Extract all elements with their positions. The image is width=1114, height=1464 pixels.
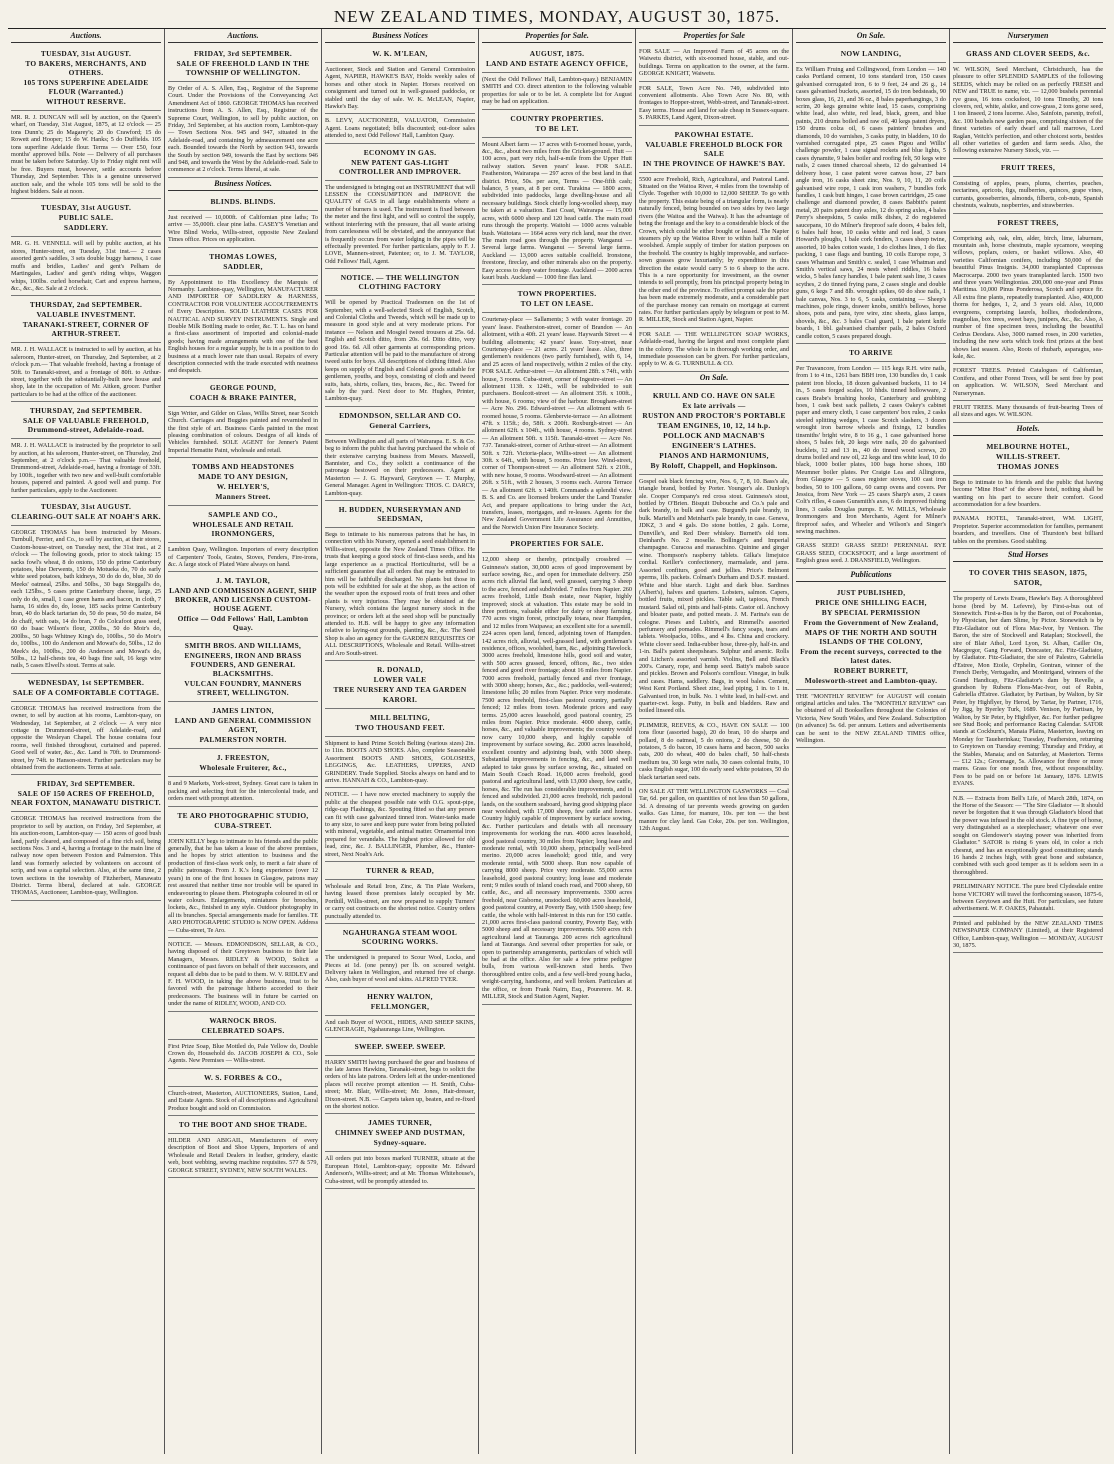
advertisement [482,314,632,535]
advertisement [639,329,789,372]
advertisement [168,1013,318,1040]
ad-heading: JUST PUBLISHED, [836,587,906,597]
ad-body: And cash Buyer of WOOL, HIDES, AND SHEEP SKINS, GLENCRAGIE, Ngahauranga Line, Wellington. [325,1018,475,1034]
advertisement [11,703,161,776]
ad-body: HARRY SMITH having purchased the gear and business of the late James Hawkins, Taranaki-street, begs to solicit the orders of his late patrons. Orders left at the under-mentioned places will receive prompt attention — H. Smith, Cuba-street; Mr. Blair, Willis-street; Mr. Jones, Hair-dresser, Dixon-street. N.B. — Carpets taken up, beaten, and re-fixed on the shortest notice. [325,1058,475,1110]
advertisement [168,1070,318,1087]
ad-heading: BLINDS. BLINDS. [210,196,276,206]
ad-heading: PIANOS AND HARMONIUMS, [659,450,769,460]
section-heading: On Sale. [796,31,946,43]
column-6 [793,29,950,1454]
advertisement [168,83,318,178]
ad-body: Between Wellington and all parts of Wairarapa. E. S. & Co. beg to inform the public that having purchased the whole of their extensive carrying business from Messrs. Maxwell, Bannister, and Co., they solicit a continuance of the patronage bestowed on their predecessors. Agent at Masterton — J. G. Hayward, Greytown — T. Murphy, General Manager. Agent in Wellington: THOS. C. DARCY, Lambton-quay. [325,437,475,497]
advertisement [168,544,318,572]
ad-heading: Wholesale Fruiterer, &c., [199,763,287,773]
ad-heading: From the Government of New Zealand, [803,617,939,627]
ad-heading: SALE OF A COMFORTABLE COTTAGE. [12,687,160,697]
advertisement [168,46,318,82]
ad-body: HILDER AND ABIGAIL, Manufacturers of every description of Boot and Shoe Uppers, Importers of and Wholesale and Retail Dealers in leather, grindery, elastic web, boot webbing, sewing machine requisites. 577 & 579, GEORGE STREET, SYDNEY, NEW SOUTH WALES. [168,1137,318,1174]
ad-heading: TE ARO PHOTOGRAPHIC STUDIO, [177,810,309,820]
ad-heading: VALUABLE FREEHOLD BLOCK FOR SALE [645,139,783,158]
advertisement [482,46,632,73]
ad-heading: TEAM ENGINES, 10, 12, 14 h.p. [657,420,771,430]
ad-body: FOR SALE — THE WELLINGTON SOAP WORKS, Adelaide-road, having the largest and most complete plant in the colony. The whole is in thorough working order, and immediate possession can be given. For further particulars, apply to W. & G. TURNBULL & CO. [639,330,789,368]
advertisement [168,212,318,248]
advertisement [325,436,475,501]
advertisement [325,863,475,880]
ad-heading: LAND AND GENERAL COMMISSION AGENT, [174,716,312,735]
advertisement [482,536,632,553]
advertisement [953,64,1103,159]
advertisement [168,194,318,211]
ad-heading: ENGINEER'S LATHES. [671,440,757,450]
ad-heading: BY SPECIAL PERMISSION [821,607,921,617]
ad-heading: TURNER & READ, [365,866,435,876]
advertisement [953,513,1103,549]
advertisement [168,703,318,749]
advertisement [325,1115,475,1152]
ad-heading: MADE TO ANY DESIGN, [198,472,288,482]
advertisement [796,46,946,63]
section-heading: Nurserymen [953,31,1103,43]
ad-heading: WITHOUT RESERVE. [46,97,126,106]
ad-heading: Molesworth-street and Lambton-quay. [804,675,938,685]
ad-heading: SALE OF FREEHOLD LAND IN THE TOWNSHIP OF WELLINGTON. [176,59,310,77]
ad-heading: ROBERT BURRETT, [833,665,909,675]
ad-body: PANAMA HOTEL, Taranaki-street, WM. LIGHT, Proprietor. Superior accommodation for families, permanent boarders, and travellers. One of Thurston's best billiard tables on the premises. Good stabling. [953,515,1103,545]
advertisement [796,64,946,344]
ad-body: FOR SALE — An Improved Farm of 45 acres on the Waiwetu district, with six-roomed house, stable, and out-buildings. Terms on application to the owner, at the farm. GEORGE KNIGHT, Waiwetu. [639,48,789,78]
ad-body: GRASS SEED! GRASS SEED! PERENNIAL RYE GRASS SEED, COCKSFOOT, and a large assortment of English grass seed. J. DRANSFIELD, Wellington. [796,542,946,565]
columns [8,29,1106,1454]
advertisement [325,502,475,528]
advertisement [953,881,1103,917]
advertisement [325,182,475,269]
advertisement [168,808,318,835]
ad-body: (Next the Odd Fellows' Hall, Lambton-quay.) BENJAMIN SMITH and CO. direct attention to the following valuable properties for sale or to be let. A complete list for August may be had on application. [482,76,632,106]
advertisement [168,750,318,777]
ad-heading: TO ARRIVE [849,348,893,358]
advertisement [325,529,475,661]
advertisement [953,439,1103,476]
advertisement [168,507,318,543]
advertisement [953,593,1103,792]
advertisement [11,112,161,199]
ad-body: MR. R. J. DUNCAN will sell by auction, on the Queen's wharf, on Tuesday, 31st August, 1875, at 12 o'clock — 25 tons Dunn's; 25 do Magarey's; 20 do Crawford; 15 do Rowett and Hooper; 15 do W. Hanks; 5 do Duffields. 105 tons superfine Adelaide flour. Terms — Over £50, four months' approved bills. Note — Delivery of all purchases must be taken before Saturday. Up to Friday night rent will be free. Buyers must, however, settle accounts before Thursday, 2nd September. This is a genuine unreserved auction sale, and the whole 105 tons will be sold to the highest bidders. Sale at noon. [11,114,161,196]
advertisement [325,789,475,862]
ad-heading: TO BAKERS, MERCHANTS, AND OTHERS. [25,59,147,77]
ad-heading: HENRY WALTON, [367,991,433,1001]
ad-body: N.B. — Extracts from Bell's Life, of March 28th, 1874, on the Horse of the Season: — "The Sire Gladiator — It should never be forgotten that it was through Gladiator's blood that the power was infused in the old stock. A fine type of horse, very distinguished as a steeplechaser; whatever one ever sought on Glendower's staying power was inherited from Gladiator." SATOR is rising 6 years old, in color a rich chesnut, and has an exceptionally good constitution; stands 16 hands 2 inches high, with great bone and substance, combined with such good temper as it is seldom seen in a thoroughbred. [953,794,1103,876]
advertisement [953,365,1103,401]
ad-body: 12,000 sheep or thereby, principally crossbred — Guinness's station, 30,000 acres of good improvement by surface sowing, &c., and open for immediate delivery. 250 acres rich alluvial flat land, well grassed, carrying 3 sheep to the acre, fenced and subdivided. 7 miles from Napier. 260 acres freehold, Little Bush estate, near Napier, highly improved; stock at valuation. This estate may be sold in three portions, valuable either for dairy or sheep farming. 770 acres virgin forest, principally totara, near Hampden, and 12 miles from Waipawa; an excellent site for a sawmill. 224 acres open land, fenced, adjoining town of Hampden. 142 acres rich, alluvial, well-grassed land, with gentleman's residence, offices, woolshed, barn, &c., adjoining Havelock. 3000 acres freehold, limestone hills, good soil and water, with 500 acres grassed, fenced, offices, &c., two sides fenced and good river frontage; about 16 miles from Napier. 7000 acres freehold, partially fenced and river frontage, with 3000 sheep; horses, &c., &c.; paddocks, well-watered; limestone hills; 20 miles from Napier. Price very moderate. 7500 acres freehold, first-class pastoral country, partially fenced; 12 miles from town. Moderate prices and easy terms. 25,000 acres leasehold, good pastoral country, 25 miles from Napier. Price moderate. 4000 sheep, cattle, horses, &c., and valuable improvements; the country would now carry 10,000 sheep, and highly capable of improvement by surface sowing, &c. 2000 acres leasehold, excellent country and adjoining bush, with 3000 sheep. Substantial improvements in fencing, &c., and land well adapted to take grass by surface sowing, &c., situated on Main South Coach Road. 16,000 acres freehold, good pastoral and agricultural land, with 13,000 sheep, few cattle, horses, &c. The run has considerable improvements, and is fenced and subdivided. 21,000 acres freehold, rich pastoral lands, on the southern seaboard, having good shipping place near woolshed, with 17,000 sheep, few cattle and horses. Country highly capable of improvement by surface sowing, &c. Further particulars and details with all necessary improvements for working the run. 4000 acres leasehold, good pastoral country, 30 miles from Napier; long lease and moderate rental, with 10,000 sheep, principally well-bred merino. 20,000 acres leasehold; good title, and very moderate rental, with 5000 sheep. Run now capable of carrying 8000 sheep. Price very moderate. 55,000 acres leasehold, good pastoral country; long lease and moderate rent; 9 miles south of inland coach road, and 7000 sheep, 60 cattle, &c., and all necessary improvements. 3300 acres freehold, near Gisborne, unstocked. 60,000 acres leasehold, good pastoral country, at Poverty Bay, with 1500 sheep; few cattle, the whole with half-interest in this run for 150 cattle. 21,000 acres first-class pastoral country, Poverty Bay, with 5000 sheep and all necessary improvements. 500 acres rich agricultural land at Tauranga. 200 acres rich agricultural land at Tauranga. And several other properties for sale, or open to partnership arrangements, particulars of which will be had at the office. Also for sale a few prime pedigree bulls, from various well-known stud herds. Two thoroughbred entire colts, and a few well-bred young hacks, weight-carrying, handsome, and well broken. Particulars at the office, or from Frank Nairn, Esq., Pourerere. M. R. MILLER, Stock and Station Agent, Napier. [482,556,632,1001]
advertisement [325,1017,475,1038]
ad-body: Courtenay-place — Sallaments; 3 with water frontage. 20 years' lease. Featherston-street, corner of Brandon — An allotment, with a 40ft. 21 years' lease. Haywards Street — 4 building allotments; 42 years' lease. Tory-street, near Courtenay-place — 21 acres. 21 years' lease. Also, three gentlemen's residences (two partly furnished), with 6, 14, and 25 acres of land respectively, within 2 miles of the city. FOR SALE. Arthur-street — An allotment 28ft. x 74ft., with house, 3 rooms. Cuba-street, corner of Ingestre-street — An allotment 113ft. x 124ft., will be subdivided to suit purchasers. Boulcott-street — An allotment 35ft. x 100ft., with house, 6 rooms; view of the harbour. Brougham-street — Acre No. 296. Edward-street — An allotment with 6-roomed house, 5 rooms. Glenbervie-terrace — An allotment 47ft. x 115ft.; do, 58ft. x 200ft. Roxburgh-street — An allotment 62ft. x 104ft., with house, 4 rooms. Sydney-street — An allotment 50ft. x 115ft. Taranaki-street — Acre No. 737. Taranaki-street, corner of Arthur-street — An allotment 50ft. x 72ft. Victoria-place, Willis-street — An allotment 30ft. x 64ft., with house, 5 rooms. Price low. Wind-street, corner of Thompson-street — An allotment 52ft. x 210ft., with new house, 9 rooms. Woodward-street — An allotment 26ft. x 51ft., with 2 houses, 3 rooms each. Aurora Terrace — An allotment 62ft. x 140ft. Commands a splendid view. B. S. and Co. are licensed brokers under the Land Transfer Act, and prepare applications to bring under the Act, transfers, leases, mortgages, and re-leases. Agents for the New Zealand Government Life Assurance and Annuities, and the Norwich Union Fire Insurance Society. [482,316,632,531]
section-heading: Publications [796,570,946,582]
ad-heading: CHIMNEY SWEEP AND DUSTMAN, [335,1128,465,1138]
ad-heading: General Carriers, [369,420,431,430]
ad-body: Mount Albert farm — 17 acres with 6-roomed house, yards, &c., &c., about two miles from the Cricket-ground. Hutt — 100 acres, part very rich, half-a-mile from the Upper Hutt railway station. Seven years' lease. FOR SALE. Featherston, Wairarapa — 297 acres of the best land in that district. Price, 50s. per acre, Terms — One-fifth cash; balance, 5 years, at 8 per cent. Turakina — 1800 acres, subdivided into paddocks, large dwelling-house and all necessary buildings. Stock chiefly long-woolled sheep, may be taken at a valuation. East Coast, Wairarapa — 15,000 acres, with 6000 sheep and 120 head cattle. The main road runs through the property. Waitohi — 1000 acres valuable bush. Waitotara — 1664 acres very rich land, near the river. The main road goes through the property. Wanganui — Several large farms. Wanganui — Several large farms. Auckland — 13,000 acres suitable coalfield. Ironstone, freestone, fireclay, and other minerals also on the property. Easy access to deep water frontage. Auckland — 2000 acres kauri bush. Auckland — 1000 fine flax land. [482,140,632,281]
advertisement [168,249,318,276]
ad-body: NOTICE. — Messrs. EDMONDSON, SELLAR, & CO., having disposed of their Greytown business to their late Managers, Messrs. RIDLEY & WOOD, Solicit a continuance of past favors on behalf of their successors, and request all debts due to be paid to them. W. V. RIDLEY and F. H. WOOD, in taking the above business, trust to be favored with the patronage hitherto accorded to their predecessors. The business will in future be carried on under the name of RIDLEY, WOOD, AND CO. [168,940,318,1008]
advertisement [11,813,161,900]
advertisement [168,380,318,407]
masthead: NEW ZEALAND TIMES, MONDAY, AUGUST 30, 1875. [8,6,1106,29]
advertisement [639,720,789,785]
advertisement [11,440,161,498]
ad-body: Church-street, Masterton, AUCTIONEERS, Station, Land, and Estate Agents. Stock of all descriptions and Agricultural Produce bought and sold on Commission. [168,1089,318,1112]
section-heading: Business Notices. [168,179,318,191]
advertisement [168,939,318,1012]
ad-heading: TUESDAY, 31st AUGUST. [40,49,132,58]
ad-heading: W. S. FORBES & CO., [203,1072,283,1082]
section-heading: Business Notices [325,31,475,43]
ad-heading: LOWER VALE [373,674,427,684]
ad-heading: ECONOMY IN GAS. [363,147,437,157]
advertisement [168,1135,318,1178]
advertisement [953,918,1103,954]
advertisement [953,477,1103,513]
ad-body: MR. J. H. WALLACE is instructed to sell by auction, at his saleroom, Hunter-street, on Thursday, 2nd September, at 2 o'clock p.m.— That valuable freehold, having a frontage of 50ft. to Taranaki-street, and a frontage of 80ft. to Arthur-street, together with the substantially-built new house and shop, late in the occupation of Mr. Aitken, grocer. Further particulars to be had at the office of the auctioneer. [11,346,161,398]
ad-heading: TREE NURSERY AND TEA GARDEN [333,684,467,694]
advertisement [953,46,1103,63]
ad-body: 8 and 9 Markets, York-street, Sydney. Great care is taken in packing and selecting fruit for the intercolonial trade, and orders meet with prompt attention. [168,780,318,803]
ad-heading: JAMES TURNER, [368,1118,432,1128]
advertisement [11,527,161,674]
ad-heading: JAMES LINTON, [212,706,274,716]
ad-heading: W. HELYER'S, [216,482,270,492]
advertisement [168,1041,318,1069]
ad-heading: SALE OF VALUABLE FREEHOLD, Drummond-street, Adelaide-road. [23,416,149,435]
advertisement [168,836,318,938]
section-heading: On Sale. [639,373,789,385]
advertisement [482,554,632,1004]
ad-body: Auctioneer, Stock and Station and General Commission Agent, NAPIER, HAWKE'S BAY, Holds weekly sales of horses and other stock in Napier. Horses received on consignment and turned out in well-grassed paddocks, or stabled until the day of sale. W. K. McLEAN, Napier, Hawke's Bay. [325,66,475,111]
advertisement [482,139,632,286]
ad-heading: AUGUST, 1875. [529,49,585,58]
advertisement [325,46,475,63]
ad-heading: SWEEP. SWEEP. SWEEP. [354,1041,446,1051]
ad-heading: POLLOCK AND MACNAB'S [663,430,765,440]
ad-heading: TOMBS AND HEADSTONES [191,462,295,472]
advertisement [168,778,318,806]
ad-heading: RUSTON AND PROCTOR'S PORTABLE [642,410,786,420]
ad-heading: PALMERSTON NORTH. [199,735,287,745]
ad-heading: J. M. TAYLOR, [215,576,271,586]
ad-body: The property of Lewis Evans, Hawke's Bay. A thoroughbred horse (bred by M. Lefevre), by First-a-bus out of Stonewitch. First-a-Bus is by the Baron, out of Pocahontas, by Physician, her dam Slime, by Pictor. Stonewitch is by Fitz-Gladiator out of Flora Mac-Ivor, by Venison. The Baron, the sire of Stockwell and Rataplan; Stockwell, the sire of Blair Athol, Lord Lyon, St. Alban, Cailler On, Macgregor, Gang Forward, Doncaster, &c. Fitz-Gladiator, by Gladiator. Fitz-Gladiator, the sire of Palestro, Gabriella d'Estree, Mon Etoile, Orphelin, Gontran, winner of the French Derby, Vertugadin, and Monitrigand, winners of the Grand Handicap, Fitz-Gladiator's dam by Revelle, a grandson by Rubens Flora-Mac-Ivor, out of Rubin, Gabriella d'Estree. Gladiator, by Partisan, by Walton, by Sir Peter, by Highflyer, by Herod, by Tartar, by Partner, 1716, by Jigg, by Byerley Turk, 1689. Venison, by Partisan, by Walton, by Sir Peter, by Highflyer, &c. For further pedigree see Stud Book; and performance Racing Calendar. SATOR stands at Cockburn's, Manaia Plains, Masterton, leaving on Monday for Taueherinkau; Tuesday, Featherston, returning to Greytown on Tuesday evening; Thursday and Friday, at the Stables, Manaia; and on Saturday, at Masterton. Terms — £12 12s.; Groomage, 5s. Allowance for three or more mares. Grass for one month free, without responsibility. Fees to be paid on or before 1st January, 1876. LEWIS EVANS. [953,595,1103,788]
ad-heading: WHOLESALE AND RETAIL IRONMONGERS, [192,520,294,539]
ad-body: JOHN KELLY begs to intimate to his friends and the public generally, that he has taken a lease of the above premises, and he hopes by strict attention to business and the production of first-class work only, to merit a fair share of public patronage. From J. K.'s long experience (over 12 years) in one of the first houses in Glasgow, patrons may rest assured that neither time nor trouble will be spared in endeavouring to please them. Photographs coloured in oil or water colours. Enlargements, miniatures for brooches, lockets, &c., finished in any style. Outdoor photography in all its branches. Special arrangements made for families. TE ARO PHOTOGRAPHIC STUDIO is NOW OPEN. Address — Cuba-street, Te Aro. [168,837,318,934]
ad-heading: LAND AND ESTATE AGENCY OFFICE, [485,59,629,68]
advertisement [11,200,161,237]
ad-body: Lambton Quay, Wellington. Importers of every description of Carpenters' Tools, Grates, Stoves, Fenders, Fire-irons, &c. A large stock of Plated Ware always on hand. [168,546,318,569]
advertisement [325,1153,475,1189]
ad-heading: TO LET ON LEASE. [520,299,594,309]
ad-body: Sign Writer, and Gilder on Glass, Willis Street, near Scotch Church. Carriages and Buggies painted and revarnished in the first style of art. Business Cards painted in the most pleasing combination of colours. Designs of all kinds of Vehicles furnished. SOLE AGENT for Jenner's Patent Imperial Hematite Paint, wholesale and retail. [168,409,318,454]
ad-heading: VULCAN FOUNDRY, MANNERS STREET, WELLINGTON. [184,679,302,698]
ad-heading: COACH & BRAKE PAINTER, [189,392,297,402]
advertisement [325,989,475,1016]
advertisement [953,565,1103,592]
ad-heading: KARORI. [382,694,418,704]
advertisement [796,540,946,568]
ad-heading: FOREST TREES, [997,217,1059,227]
ad-heading: FRUIT TREES, [1000,162,1056,172]
ad-heading: GEORGE POUND, [209,382,277,392]
ad-heading: TARANAKI-STREET, CORNER OF ARTHUR-STREET. [22,320,150,339]
ad-body: Comprising ash, oak, elm, alder, birch, lime, laburnum, mountain ash, horse chestnuts, maple sycamore, weeping willows, poplars, osiers, or basket willows. Also, 40 varieties Californian conifers, including 50,000 of the beautiful Pinus Insignis. 34,000 transplanted Cupressus Macrocarpa. 2000 two years transplanted larch. 1500 two and three years Wellingtonias. 200,000 one-year and Pinus Maritima. 10,000 Pinus Ponderosa, Scotch and spruce fir. All extra fine plants, repeatedly transplanted. Also, 400,000 thorns for hedges, 1, 2, and 3 years old. Also, 10,000 evergreens, comprising laurels, hollies, rhododendrons, magnolias, box trees, sweet bays, junipers, &c., &c. Also, A number of fine specimen trees, including the beautiful Cedrus Deodara. Also, 3000 named roses, in 200 varieties, including the new sorts which took first prizes at the best shows last season. Also, Roots of rhubarb, asparagus, sea-kale, &c. [953,234,1103,360]
advertisement [325,270,475,296]
advertisement [325,881,475,924]
ad-heading: FELLMONGER, [370,1001,430,1011]
advertisement [168,1117,318,1134]
advertisement [11,776,161,812]
ad-heading: GRASS AND CLOVER SEEDS, &c. [966,49,1090,58]
advertisement [639,127,789,173]
advertisement [953,233,1103,365]
ad-heading: W. K. M'LEAN, [372,49,428,58]
ad-body: First Prize Soap, Blue Mottled do, Pale Yellow do, Double Crown do, Household do. JACOB JOSEPH & CO., Sole Agents. New Premises — Willis-street. [168,1042,318,1065]
section-heading: Auctions. [168,31,318,43]
advertisement [325,952,475,988]
ad-body: NOTICE. — I have now erected machinery to supply the public at the cheapest possible rate with O.G. spout-pipe, ridge-cap Flashings, &c. Spouting fitted so that any person can fit with case galvanized tinned iron. Water-tanks made to any size, to save and keep pure water from being polluted with mineral, vegetable, and animal matter. Ornamental iron prepared for verandahs. The highest price allowed for old lead, zinc, &c. J. BALLINGER, Plumber, &c., Hunter-street, Next Noah's Ark. [325,791,475,858]
advertisement [796,585,946,690]
ad-heading: PAKOWHAI ESTATE. [674,129,754,139]
ad-heading: SAMPLE AND CO., [208,510,278,520]
ad-heading: SADDLERY. [63,223,109,233]
ad-heading: NOW LANDING, [840,49,902,58]
advertisement [953,160,1103,177]
ad-body: The undersigned is bringing out an INSTRUMENT that will LESSEN the CONSUMPTION and IMPROVE the QUALITY of GAS in all large establishments where a number of burners is used. The instrument is fixed between the meter and the first light, and will so control the supply, without interfering with the pressure, that all waste arising from carelessness will be obviated, and the annoyance that is frequently occurs from water lodging in the pipes will be effectually prevented. For further particulars, apply to F. J. LOVE, Manners-street, Patentee; or, to J. M. TAYLOR, Odd Fellows' Hall, Agent. [325,183,475,265]
advertisement [639,388,789,475]
advertisement [168,459,318,506]
column-4 [479,29,636,1454]
ad-body: MR. J. H. WALLACE is instructed by the proprietor to sell by auction, at his saleroom, Hunter-street, on Thursday, 2nd September, at 2 o'clock p.m.— That valuable freehold, Drummond-street, Adelaide-road, having a frontage of 33ft. by 100ft., together with two new and well-built comfortable houses, papered and painted. A good well and pump. For further particulars, apply to the Auctioneer. [11,442,161,494]
ad-heading: FRIDAY, 3rd SEPTEMBER. [36,779,136,789]
column-7 [950,29,1106,1454]
advertisement [953,793,1103,880]
ad-heading: MILL BELTING, [370,712,430,722]
ad-heading: THOMAS LOWES, [209,251,277,261]
advertisement [11,344,161,402]
ad-body: The undersigned is prepared to Scour Wool, Locks, and Pieces at 1d. (one penny) per lb. on scoured weight. Delivery taken in Wellington, and returned free of charge. Also, cash buyer of wool and skins. ALFRED TYER. [325,954,475,984]
advertisement [796,691,946,749]
advertisement [953,215,1103,232]
ad-heading: H. BUDDEN, NURSERYMAN AND SEEDSMAN, [338,505,462,524]
ad-body: 5500 acre Freehold, Rich, Agricultural, and Pastoral Land. Situated on the Waitoa River, 4 miles from the township of Clyde. Together with 10,000 to 12,000 SHEEP. To go with the property. This estate being of a triangular form, is nearly naturally fenced, being bounded on two sides by two large rivers (the Waitoa and the Waiwa). It has the advantage of being the frontage and the key to a considerable block of the Crown, which could be either bought or leased. The Napier steamers ply up the Waitoa River to within half a mile of woolshed. Ample supply of timber for station purposes on the freehold. The country is highly improvable, and surface-sown grasses grow luxuriantly; by expenditure in this direction the estate would carry 5 to 6 sheep to the acre. This is a rare opportunity for investment, as the owner intends to sell promptly, from his principal property being in the other end of the province. To effect prompt sale the price has been made extremely moderate, and a considerable part of the purchase money can remain on mortgage at current rates. For further particulars apply by telegram or post to M. R. MILLER, Stock and Station Agent, Napier. [639,175,789,324]
ad-heading: EDMONDSON, SELLAR AND CO. [339,410,461,420]
ad-heading: NGAHURANGA STEAM WOOL SCOURING WORKS. [342,928,458,947]
ad-body: B. LEVY, AUCTIONEER, VALUATOR, Commission Agent. Loans negotiated; bills discounted; out-door sales attended to, next Odd Fellows' Hall, Lambton Quay. [325,117,475,140]
advertisement [168,638,318,702]
column-2 [165,29,322,1454]
ad-body: Begs to intimate to his friends and the public that having become "Mine Host" of the above hotel, nothing shall be wanting on his part to secure their comfort. Good accommodation for a few boarders. [953,478,1103,509]
advertisement [168,277,318,379]
ad-body: GEORGE THOMAS has been instructed by Messrs. Turnbull, Ferrier, and Co., to sell by auction, at their stores, Custom-house-street, on Tuesday next, the 31st inst., at 2 o'clock — The following goods, prior to stock taking: 15 sacks fowl's wheat, 8 do onions, 150 do prime Canterbury potatoes, blue Derwents, 150 do Motueka do, 70 do early white seed potatoes, bath kidneys, 30 do do do, blue, 30 do Meeks' oatmeal, 25lbs. and 50lbs., 30 bags Steggall's do, each 125lbs., 5 cases prime Canterbury cheese, large, 25 only do do, small, 1 case green hams and bacon, in cloth, 7 hams, 16 sides do, do, loose, 185 sacks prime Canterbury bran, 40 do black tartarian do, 50 do peas, 50 do maize, 84 do chaff, with oats, 14 do bran, 7 do Colcafoot grass seed, 60 do Isaac Wilson's flour, 200lbs., 50 do Moir's do, 200lbs., 50 bags Whitney King's do, 100lbs., 50 do Moir's do, 100lbs., 100 do Anderson and Mowat's do, 50lbs., 12 do Meek's do, 100lbs., 200 do Anderson and Mowat's do, 50lbs., 12 half-chests tea, 40 bags fine salt, 16 kegs wire nails, 5 cases Elwell's stout. Terms at sale. [11,529,161,670]
advertisement [325,115,475,143]
ad-heading: SADDLER, [223,261,263,271]
advertisement [325,1057,475,1115]
ad-body: GEORGE THOMAS has received instructions from the proprietor to sell by auction, on Friday, 3rd September, at his auction-room, Lambton-quay — 150 acres of good bush land, partly cleared, and composed of a fine rich soil, being sections Nos. 3 and 4, having a frontage to the main line of railway now open between Foxton and Palmerston. This land was formerly selected by volunteers on account of scrip, and was a capital selection. Also, at the same time, 2 town sections in the township of Fitzherbert, Manawatu District. Terms liberal, declared at sale. GEORGE THOMAS, Auctioneer, Lambton-quay, Wellington. [11,815,161,897]
advertisement [325,408,475,435]
ad-heading: TUESDAY, 31st AUGUST. [40,203,132,213]
ad-body: Will be opened by Practical Tradesmen on the 1st of September, with a well-selected Stock of English, Scotch, and Colonial Cloths and Tweeds, which will be made up to measure in good style and at very moderate prices. For instance — Nelson and Mosgiel tweed trousers at 25s. 6d. English and Scotch ditto, from 20s. 6d. Ditto ditto, very good 16s. 6d. All other garments at corresponding prices. Particular attention will be paid to the manufacture of strong tweed suits for boys. All descriptions of clothing fitted. Also keeps on supply of English and Colonial goods suitable for gentlemen, youths, and boys, consisting of cloth and tweed suits, hats, shirts, collars, ties, braces, &c., &c. Tweed for sale by the yard. Next door to Mr. Hughes, Printer, Lambton-quay. [325,299,475,403]
advertisement [953,178,1103,214]
ad-body: Ex William Fruing and Collingwood, from London — 140 casks Portland cement, 10 tons standard iron, 150 cases galvanised corrugated iron, 6 to 9 feet, 24 and 26 g., 14 cases galvanised buckets, assorted, 15 do iron bedsteads, 90 boxes glass, 16, 21, and 36 oz., 8 bales paperhangings, 3 do scrim, 20 kegs genuine white lead, 15 cases, comprising white lead, also white, red lead, black, green, and blue paints, 210 drums boiled and raw oil, 40 kegs patent dryers, 150 drums colza oil, 6 cases painters' brushes and diamonds, 10 do varnishes, 3 casks putty, in bladders, 10 do varnished corrugated pipe, 25 cases Pigou and Willis' challenge powder, 1 case signal rockets and blue lights, 5 cases dynamite, 9 bales boiler and roofing felt, 50 kegs wire nails, 2 cases tinned charcoal sheets, 12 do galvanised 14 delivery hose, 1 case patent wove canvas hose, 27 bars angle iron, 16 casks sheet zinc, Nos. 9, 10, 11, 20 coils galvanised wire rope, 1 cask iron washers, 7 bundles fork handles, 1 cask butt hinges, 1 case brown cartridges, 25 case challenge and diamond powder, 8 cases Babbitt's patent metal, 20 pairs patent dray axles, 12 do spring axles, 4 bales Perry's sheepskins, 5 casks milk dishes, 2 do registered saucepans, 10 do Milner's fireproof safe doors, 4 bales felt, 6 bales half hose, 10 casks white and red lead, 3 cases Howard's ploughs, 1 bale cork fenders, 3 cases sheep twine, assorted, 10 bales cotton waste, 1 do clothes lines, 1 do flax packing, 1 case flags and bunting, 10 coils Europe rope, 3 cases Whatman and Smith's c. sealed, 1 case Whatman and Smith's vertical saws, 24 nests wheel riddles, 16 bales wicks, 5 bales fancy handles, 1 bale patent sash line, 3 cases scythes, 2 do tinned frying pans, 2 cases single and double guns, 6 kegs 7 and 8lb. wrought spikes, 60 do shoe nails, 1 bale canvas, Nos. 3 to 6, 5 casks, containing — Sheep's machines, pole rings, drawer knobs, smith's bellows, horse shoes, pots and pans, tyre wire, zinc sheets, glass lamps, shovels, &c., &c. 3 bales Coal guard, 1 bale patent knife boards, 1 bbl. galvanised chamber pails, 2 bales Oxford candle cotton, 5 cases prepared dough. [796,66,946,340]
advertisement [325,925,475,951]
ad-body: By Appointment to His Excellency the Marquis of Normanby. Lambton-quay, Wellington, MANUFACTURER AND IMPORTER OF SADDLERY & HARNESS, CONTRACTOR FOR VOLUNTEER ACCOUTREMENTS of Every Description. SOLID LEATHER CASES FOR NAUTICAL AND SURVEY INSTRUMENTS. Single and Double Milk Bottling made to order, &c. T. L. has on hand a first-class assortment of imported and colonial-made goods; having made arrangements with one of the best English houses for a regular supply, he is in a position to do business at a much lower rate than usual. Repairs of every description connected with the trade executed with neatness and despatch. [168,278,318,375]
advertisement [325,662,475,709]
advertisement [325,64,475,114]
ad-heading: SATOR, [1013,578,1043,588]
ad-body: PRELIMINARY NOTICE. The pure bred Clydesdale entire horse VICTORY will travel the forthcoming season, 1875-6, between Greytown and the Hutt. For particulars, see future advertisement. W. F. OAKES, Pahautahi. [953,883,1103,913]
ad-body: Consisting of apples, pears, plums, cherries, peaches, nectarines, apricots, figs, mulberries, quinces, grape vines, currants, gooseberries, almonds, filberts, cob-nuts, Spanish chestnuts, walnuts, raspberries, and strawberries. [953,179,1103,210]
advertisement [639,83,789,126]
ad-heading: R. DONALD, [377,664,423,674]
advertisement [11,297,161,343]
section-heading: Properties for Sale. [482,31,632,43]
advertisement [482,74,632,110]
advertisement [325,297,475,407]
ad-body: Wholesale and Retail Iron, Zinc, & Tin Plate Workers, having leased those premises lately occupied by Mr. Porthill, Willis-street, are now prepared to supply Turners' or carry out contracts on the shortest notice. Country orders punctually attended to. [325,883,475,920]
ad-heading: CELEBRATED SOAPS. [201,1025,285,1035]
advertisement [796,345,946,362]
section-heading: Properties for Sale [639,31,789,43]
ad-heading: THURSDAY, 2nd SEPTEMBER. [29,300,143,310]
ad-heading: CUBA-STREET. [214,820,272,830]
column-5 [636,29,793,1454]
ad-heading: ENGINEERS, IRON AND BRASS FOUNDERS, AND GENERAL BLACKSMITHS. [184,651,302,679]
advertisement [11,238,161,296]
ad-heading: SALE OF 150 ACRES OF FREEHOLD, NEAR FOXTON, MANAWATU DISTRICT. [11,789,161,808]
advertisement [639,786,789,836]
ad-heading: MAPS OF THE NORTH AND SOUTH ISLANDS OF THE COLONY, [804,627,938,646]
advertisement [953,402,1103,423]
ad-body: MR. G. H. VENNELL will sell by public auction, at his stores, Hunter-street, on Tuesday, 31st inst.— 2 cases assorted gent's saddles, 3 sets double buggy harness, 1 case muffs and bridles, Ladies' and gent's Pelham de Martingales, Ladies' and gent's riding whips, Waggon whips, 100lbs. curled horsehair, Cart and express harness, &c., &c., &c. Sale at 2 o'clock. [11,240,161,292]
column-1 [8,29,165,1454]
advertisement [168,1088,318,1116]
ad-heading: FRIDAY, 3rd SEPTEMBER. [193,49,293,58]
column-3 [322,29,479,1454]
ad-heading: NEW PATENT GAS-LIGHT CONTROLLER AND IMPROVER. [339,157,461,176]
ad-heading: Office — Odd Fellows' Hall, Lambton Quay. [177,614,309,633]
ad-heading: NOTICE. — THE WELLINGTON CLOTHING FACTORY [340,273,460,292]
ad-body: GEORGE THOMAS has received instructions from the owner, to sell by auction at his rooms, Lambton-quay, on Wednesday, 1st September, at 2 o'clock — A very nice cottage in Drummond-street, off Adelaide-road, and opposite the Wesleyan Chapel. The house contains four rooms, well finished throughout, curtained and papered. Good well of water, &c., &c. Land is 70ft. to Drummond-street, by 74ft. to Hanson-street. Further particulars may be obtained from the auctioneers. Terms at sale. [11,704,161,771]
ad-heading: 105 TONS SUPERFINE ADELAIDE FLOUR (Warranted.) [23,78,149,96]
ad-heading: COUNTRY PROPERTIES. [510,113,604,123]
ad-heading: IN THE PROVINCE OF HAWKE'S BAY. [642,158,786,168]
ad-body: Just received — 10,000ft. of Californian pine laths; To arrive — 35,000ft. clear pine laths. CASEY'S Venetian and Wire Blind Works, Willis-street, opposite New Zealand Times office. Prices on application. [168,213,318,244]
advertisement [325,1039,475,1056]
section-heading: Auctions. [11,31,161,43]
ad-heading: TO THE BOOT AND SHOE TRADE. [178,1120,308,1130]
ad-heading: PRICE ONE SHILLING EACH, [815,597,927,607]
ad-body: By Order of A. S. Allen, Esq., Registrar of the Supreme Court. Under the Provisions of the Conveyancing Act Amendment Act of 1860. GEORGE THOMAS has received instructions from A. S. Allen, Esq., Registrar of the Supreme Court, Wellington, to sell by public auction, on Friday, 3rd September, at his auction room, Lambton-quay — Town Sections Nos. 945 and 947, situated in the Adelaide-road, and containing by admeasurement one acre each. Bounded towards the North by section 943, towards the South by section 949, towards the East by sections 946 and 948, and towards the West by the Adelaide-road. Sale to commence at 2 o'clock. Terms liberal, at sale. [168,85,318,174]
ad-heading: WARNOCK BROS. [209,1015,277,1025]
ad-heading: Ex late arrivals — [682,400,746,410]
advertisement [325,710,475,737]
ad-body: Per Travancore, from London — 115 kegs R.H. wire nails, from 1 to 4 in., 1261 bars BBH iron, 130 bundles do, 1 cask patent iron blocks, 18 dozen galvanised buckets, 11 to 14 in., 5 cases forged scales, 10 hhds. tinned hollowware, 2 cases Brabe's brushing hooks, Canterbury and grubbing hoes, 1 cask best sack palliets, 2 cases Oakey's cabinet paper and emery cloth, 1 case carpenters' box rules, 2 casks steeled splitting wedges, 1 case Scotch slashers, 3 dozen wrought iron barrow wheels and fixings, 12 bundles tinsmiths' bright wire, 8 to 16 g., 1 case galvanised horse shoes, 5 bales felt, 20 kegs wire nails, 20 do galvanised bucklets, 12 and 13 in., 40 do tinned wood screws, 20 drums boiled and raw oil, 22 kegs and tins white lead, 10 do black, 1000 boiler plates, 100 bags horse shoes, 180 Meumner boiler plates. Per Craigie Lea and Allingtons, from Glasgow — 5 cases register stoves, 100 cast iron bodies, 50 to 100 gallons, 60 camp ovens and covers. Per Jessica, from New York — 25 cases Sharp's axes, 2 cases Colt's rifles, 4 cases Gunsmith's axes, 6 do improved fishing lines, 3 casks Douglas pumps. E. W. MILLS, Wholesale Ironmongers and Iron Merchants, Agent for Milner's fireproof safes, and Wheeler and Wilson's and Singer's sewing machines. [796,365,946,535]
ad-body: All orders put into boxes marked TURNER, situate at the European Hotel, Lambton-quay; opposite Mr. Edward Anderson's, Willis-street; and at Mr. Thomas Whitehouse's, Cuba-street, will be promptly attended to. [325,1155,475,1185]
ad-heading: MELBOURNE HOTEL, [986,441,1070,451]
advertisement [796,363,946,539]
ad-body: FOR SALE, Town Acre No. 749, subdivided into convenient allotments. Also Town Acre No. 80, with frontages to Hopper-street, Webb-street, and Taranaki-street. Easy terms. House and land for sale cheap in Sussex-square. S. PARKES, Land Agent, Dixon-street. [639,84,789,122]
ad-heading: From the recent surveys, corrected to the latest dates. [800,646,942,665]
advertisement [482,286,632,313]
advertisement [639,174,789,328]
ad-heading: CLEARING-OUT SALE AT NOAH'S ARK. [11,512,161,521]
advertisement [482,111,632,138]
section-heading: Stud Horses [953,550,1103,562]
ad-heading: PROPERTIES FOR SALE. [510,539,604,549]
advertisement [325,145,475,181]
ad-heading: WEDNESDAY, 1st SEPTEMBER. [27,677,145,687]
ad-body: Begs to intimate to his numerous patrons that he has, in connection with his Nursery, opened a seed establishment in Willis-street, opposite the New Zealand Times Office. He trusts that keeping a good stock of first-class seeds, and his large experience as a practical Horticulturist, will be a sufficient guarantee that all orders that may be entrusted to him will be faithfully discharged. No plants but those in pots will be exhibited for sale at the shop, as the action of the weather upon the exposed roots of fruit trees and other plants is very injurious. They may be obtained at the Nursery, which contains the largest nursery stock in the province; or orders left at the seed shop will be punctually attended to. H.B. will be happy to give any information relative to laying-out grounds, planting, &c., &c. The Seed Shop is also an agency for the GARDEN REQUISITES OF ALL DESCRIPTIONS, Wholesale and Retail. Willis-street and Aro South-street. [325,531,475,657]
advertisement [168,408,318,458]
ad-heading: TOWN PROPERTIES. [517,289,597,299]
advertisement [168,573,318,637]
ad-heading: THURSDAY, 2nd SEPTEMBER. [29,406,143,416]
advertisement [11,499,161,526]
ad-heading: TWO THOUSAND FEET. [355,722,445,732]
ad-body: Printed and published by the NEW ZEALAND TIMES NEWSPAPER COMPANY (Limited), at their Registered Office, Lambton-quay, Wellington — MONDAY, AUGUST 30, 1875. [953,919,1103,949]
ad-heading: WILLIS-STREET. [995,451,1061,461]
advertisement [639,46,789,82]
ad-heading: VALUABLE INVESTMENT. [36,310,136,320]
ad-heading: Manners Street. [215,492,271,502]
advertisement [11,403,161,439]
ad-heading: Sydney-square. [373,1138,427,1148]
ad-heading: SMITH BROS. AND WILLIAMS, [184,641,302,651]
ad-heading: PUBLIC SALE. [58,213,114,223]
ad-body: FRUIT TREES. Many thousands of fruit-bearing Trees of all sizes and ages. W. WILSON. [953,404,1103,419]
advertisement [639,476,789,719]
ad-body: THE "MONTHLY REVIEW" for AUGUST will contain original articles and tales. The "MONTHLY REVIEW" can be obtained of all Booksellers throughout the Colonies of Victoria, New South Wales, and New Zealand. Subscription (in advance) 5s. 6d. per annum. Letters and advertisements can be sent to the NEW ZEALAND TIMES office, Wellington. [796,692,946,745]
ad-body: FOREST TREES. Printed Catalogues of Californian, Conifera, and other Forest Trees, will be sent free by post on application. W. WILSON, Seed Merchant and Nurseryman. [953,367,1103,397]
ad-body: Gospel oak black fencing wire, Nos. 6, 7, 8, 10. Bass's ale, triangle brand, bottled by Porter. Younger's ale. Dunlop's ale. Cooper Company's red cross stout. Guinness's stout, bottled by O'Brien. Bisquit Dubouche and Co.'s pale and dark brandy, in bulk and case. Burgund's pale brandy, in bulk. Martell's and Meinhart's pale brandy, in case. Geneva, JDKZ, 3 and 4 gals. Do stone bottles, 2 gals. Lorne, Dunville's, and Red Deer whiskey. Burnett's old tom. Deinhard's No. 2 moselle. Bollinger's and Imperial champagne. Curacoa and maraschino. Quinine and ginger wine. Thompson's raspberry tablets. Gilka's limejuice cordial. Keiller's confectionery, marmalade, and jams. Assorted confiturs, good and jellies. Price's Belmont sperms, 1lb. packets. Colman's Durham and D.S.F. mustard. White and blue starch. Light and dark blue. Sardines (Albert's), halves and quarters. Lobsters, salmon. Capers, bottled fruits, mixed pickles. Table salt, tapioca, French mustard. Salad oil, pints and half-pints. Castor oil. Anchovy and bloater paste, and potted meats. J. M. Farina's eau de cologne. Pieses and Lubin's, and Rimmell's assorted perfumery and pomades. Rimmell's fancy soaps, tears and tablets. Woolpacks, 10lbs., and 4 lbs. China and crockery. White clover seed. India-rubber hose, three-ply, half-in. and 1-in. Ball's patent sheepshears. Sulphur and arsenic. Rolls and Litchen's assorted varnish. Violins, Bell and Black's 200's. Canary, rope, and hemp seed. Batty's mabob sauce and pickles. Brown and Polson's cornflour. Vinegar, in bulk and cases. Hams, saddlery. Bags, in wool bales. Cement, West Kent Portland. Sheet zinc, lead piping, 1 in. to 1 in. Galvanised iron, in bulk. No. 1 white lead, in half-cwt. and quarter-cwt. kegs. Putty, in bulk and bladders. Raw and boiled linseed oils. [639,477,789,715]
advertisement [11,46,161,111]
ad-heading: LAND AND COMMISSION AGENT, SHIP BROKER, AND LICENSED CUSTOM-HOUSE AGENT. [169,586,317,614]
advertisement [11,675,161,702]
ad-heading: KRULL AND CO. HAVE ON SALE [652,390,776,400]
section-heading: Hotels. [953,424,1103,436]
ad-body: W. WILSON, Seed Merchant, Christchurch, has the pleasure to offer SPLENDID SAMPLES of the following SEEDS, which may be relied on as perfectly FRESH and NEW and TRUE to name, viz. — 12,000 bushels perennial rye grass, 16 tons cocksfoot, 10 tons Timothy, 20 tons clovers, red, white, alsike, and cow-grass, 2 tons gorse seed, 1 ton linseed, 2 tons lucerne. Also, Sainfoin, parsnip, trefoil, &c. 100 bushels new garden peas, comprising sixteen of the finest varieties of early dwarf and tall marrows, Lord Raglan, Veitch's perfection, and other choicest sorts, besides all other varieties of garden and farm seeds. Also, the following extensive Nursery Stock, viz. — [953,66,1103,155]
ad-body: Shipment to hand Prime Scotch Belting (various sizes) 2in. to 11in. BOOTS AND SHOES. Also, complete Seasonable Assortment BOOTS AND SHOES, GOLOSHES, LEGGINGS, &c. LEATHERS, UPPERS, AND GRINDERY. Trade Supplied. Stocks always on hand and to arrive. HANNAH & CO., Lambton-quay. [325,739,475,784]
ad-heading: TO COVER THIS SEASON, 1875, [968,568,1088,578]
ad-heading: TO BE LET. [535,123,579,133]
ad-body: PLIMMER, REEVES, & CO., HAVE ON SALE — 100 tons flour (assorted bags), 20 do bran, 10 do sharps and pollard, 8 do oatmeal, 5 do onions, 2 do cheese, 50 do potatoes, 5 do bacon, 10 cases hams and bacon, 500 sacks oats, 200 do wheat, 400 do bales chaff, 50 half-chests medium tea, 30 kegs wire nails, 30 cases colonial fruits, 10 casks English sugar, 100 do early seed white potatoes, 50 do black tartarian seed oats. [639,721,789,781]
advertisement [325,738,475,788]
ad-heading: By Roloff, Chappell, and Hopkinson. [650,460,778,470]
ad-heading: J. FREESTON, [216,753,270,763]
ad-heading: THOMAS JONES [996,461,1060,471]
ad-body: ON SALE AT THE WELLINGTON GASWORKS — Coal Tar, 6d. per gallon, on quantities of not less than 50 gallons, 3d. A dressing of tar prevents weeds growing on garden walks. Gas Lime, for manure, 10s. per ton — the best manure for clay land. Gas Coke, 20s. per ton. Wellington, 12th August. [639,788,789,833]
ad-heading: TUESDAY, 31st AUGUST. [40,502,132,511]
